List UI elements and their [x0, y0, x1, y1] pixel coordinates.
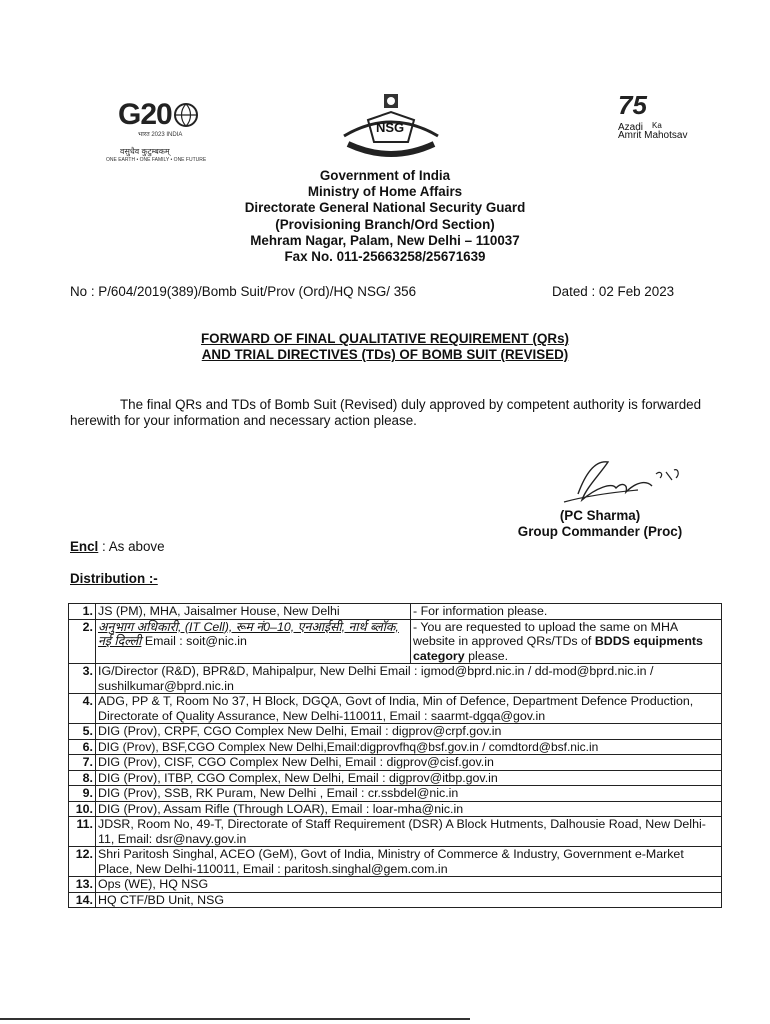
row-number: 6. [69, 739, 96, 755]
table-row [69, 755, 722, 771]
reference-line [70, 284, 710, 299]
recipient: DIG (Prov), ITBP, CGO Complex, New Delhi, Email : digprov@itbp.gov.in [96, 770, 722, 786]
recipient [96, 619, 411, 664]
remark-bold: BDDS equipments category [413, 634, 703, 663]
recipient: IG/Director (R&D), BPR&D, Mahipalpur, New Delhi Email : igmod@bprd.nic.in / dd-mod@bprd.nic.in / sushilkumar@bprd.nic.in [96, 664, 722, 694]
recipient: DIG (Prov), CISF, CGO Complex New Delhi, Email : digprov@cisf.gov.in [96, 755, 722, 771]
recipient: Shri Paritosh Singhal, ACEO (GeM), Govt of India, Ministry of Commerce & Industry, Government e-Market Place, New Delhi-110011, Email : paritosh.singhal@gem.com.in [96, 847, 722, 877]
recipient: Ops (WE), HQ NSG [96, 877, 722, 893]
reference-number: No : P/604/2019(389)/Bomb Suit/Prov (Ord)/HQ NSG/ 356 [70, 284, 417, 299]
remark [411, 619, 722, 664]
table-row [69, 847, 722, 877]
azadi-logo-line1: Azadi [618, 122, 644, 133]
table-row [69, 801, 722, 817]
signatory-name: (PC Sharma) [559, 508, 641, 523]
nsg-emblem [338, 90, 444, 162]
azadi-logo-number: 75 [618, 90, 647, 120]
recipient: DIG (Prov), SSB, RK Puram, New Delhi , Email : cr.ssbdel@nic.in [96, 786, 722, 802]
letterhead [0, 168, 770, 265]
globe-lotus-icon [172, 101, 200, 129]
g20-logo [100, 98, 240, 168]
distribution-table [68, 603, 722, 908]
header-branch: (Provisioning Branch/Ord Section) [275, 216, 495, 232]
remark-end: please. [468, 648, 509, 663]
row-number: 14. [69, 892, 96, 908]
footer-rule [0, 1018, 470, 1020]
signatory-designation: Group Commander (Proc) [517, 524, 683, 539]
enclosure-label: Encl [70, 539, 99, 554]
table-row [69, 724, 722, 740]
subject-line-1: FORWARD OF FINAL QUALITATIVE REQUIREMENT (QRs) [201, 331, 569, 346]
distribution-label: Distribution :- [70, 571, 158, 586]
table-row [69, 770, 722, 786]
enclosure-value: : As above [102, 539, 165, 554]
recipient: HQ CTF/BD Unit, NSG [96, 892, 722, 908]
signature [556, 452, 686, 508]
enclosure [70, 539, 165, 554]
dated: Dated : 02 Feb 2023 [552, 284, 675, 299]
recipient: JDSR, Room No, 49-T, Directorate of Staff Requirement (DSR) A Block Hutments, Dalhousie Road, New Delhi-11, Email: dsr@navy.gov.in [96, 817, 722, 847]
table-row [69, 817, 722, 847]
recipient: DIG (Prov), CRPF, CGO Complex New Delhi, Email : digprov@crpf.gov.in [96, 724, 722, 740]
azadi-logo-line2: Ka [652, 121, 662, 130]
recipient: JS (PM), MHA, Jaisalmer House, New Delhi [96, 604, 411, 620]
remark-text: - You are requested to upload the same on MHA website in approved QRs/TDs of [413, 619, 678, 648]
row-number: 10. [69, 801, 96, 817]
row-number: 5. [69, 724, 96, 740]
azadi-ka-amrit-mahotsav-logo [618, 92, 718, 162]
row-number: 8. [69, 770, 96, 786]
table-row [69, 694, 722, 724]
table-row [69, 877, 722, 893]
remark: - For information please. [411, 604, 722, 620]
table-row [69, 739, 722, 755]
body-paragraph: The final QRs and TDs of Bomb Suit (Revised) duly approved by competent authority is forwarded herewith for your information and necessary action please. [70, 397, 702, 428]
header-ministry: Ministry of Home Affairs [307, 184, 463, 200]
header-address: Mehram Nagar, Palam, New Delhi – 110037 [250, 232, 520, 248]
header-government: Government of India [319, 168, 451, 183]
nsg-emblem-text: NSG [376, 120, 405, 135]
recipient-email: Email : soit@nic.in [144, 634, 247, 648]
table-row [69, 604, 722, 620]
g20-logo-text: G20 [118, 98, 172, 131]
recipient: DIG (Prov), Assam Rifle (Through LOAR), Email : loar-mha@nic.in [96, 801, 722, 817]
row-number: 4. [69, 694, 96, 724]
g20-tagline-small: ONE EARTH • ONE FAMILY • ONE FUTURE [106, 157, 207, 163]
table-row [69, 892, 722, 908]
row-number: 1. [69, 604, 96, 620]
header-fax: Fax No. 011-25663258/25671639 [284, 249, 486, 265]
header-directorate: Directorate General National Security Guard [244, 200, 526, 216]
row-number: 2. [69, 619, 96, 664]
row-number: 7. [69, 755, 96, 771]
subject-line-2: AND TRIAL DIRECTIVES (TDs) OF BOMB SUIT (REVISED) [201, 347, 569, 362]
g20-tagline: वसुधैव कुटुम्बकम् [120, 147, 170, 156]
row-number: 3. [69, 664, 96, 694]
table-row [69, 664, 722, 694]
recipient: ADG, PP & T, Room No 37, H Block, DGQA, Govt of India, Min of Defence, Department Defence Production, Directorate of Quality Assurance, New Delhi-110011, Email : saarmt-dgqa@gov.in [96, 694, 722, 724]
table-row [69, 786, 722, 802]
recipient-hindi: अनुभाग अधिकारी, (IT Cell), रूम नं0–10, एनआईसी, नार्थ ब्लॉक, नई दिल्ली [98, 619, 399, 648]
subject [0, 331, 770, 363]
g20-subtitle: भारत 2023 INDIA [138, 132, 183, 138]
table-row [69, 619, 722, 664]
azadi-logo-line3: Amrit Mahotsav [618, 130, 688, 141]
row-number: 11. [69, 817, 96, 847]
row-number: 12. [69, 847, 96, 877]
signatory [500, 508, 700, 540]
recipient: DIG (Prov), BSF,CGO Complex New Delhi,Email:digprovfhq@bsf.gov.in / comdtord@bsf.nic.in [96, 739, 722, 755]
row-number: 13. [69, 877, 96, 893]
row-number: 9. [69, 786, 96, 802]
